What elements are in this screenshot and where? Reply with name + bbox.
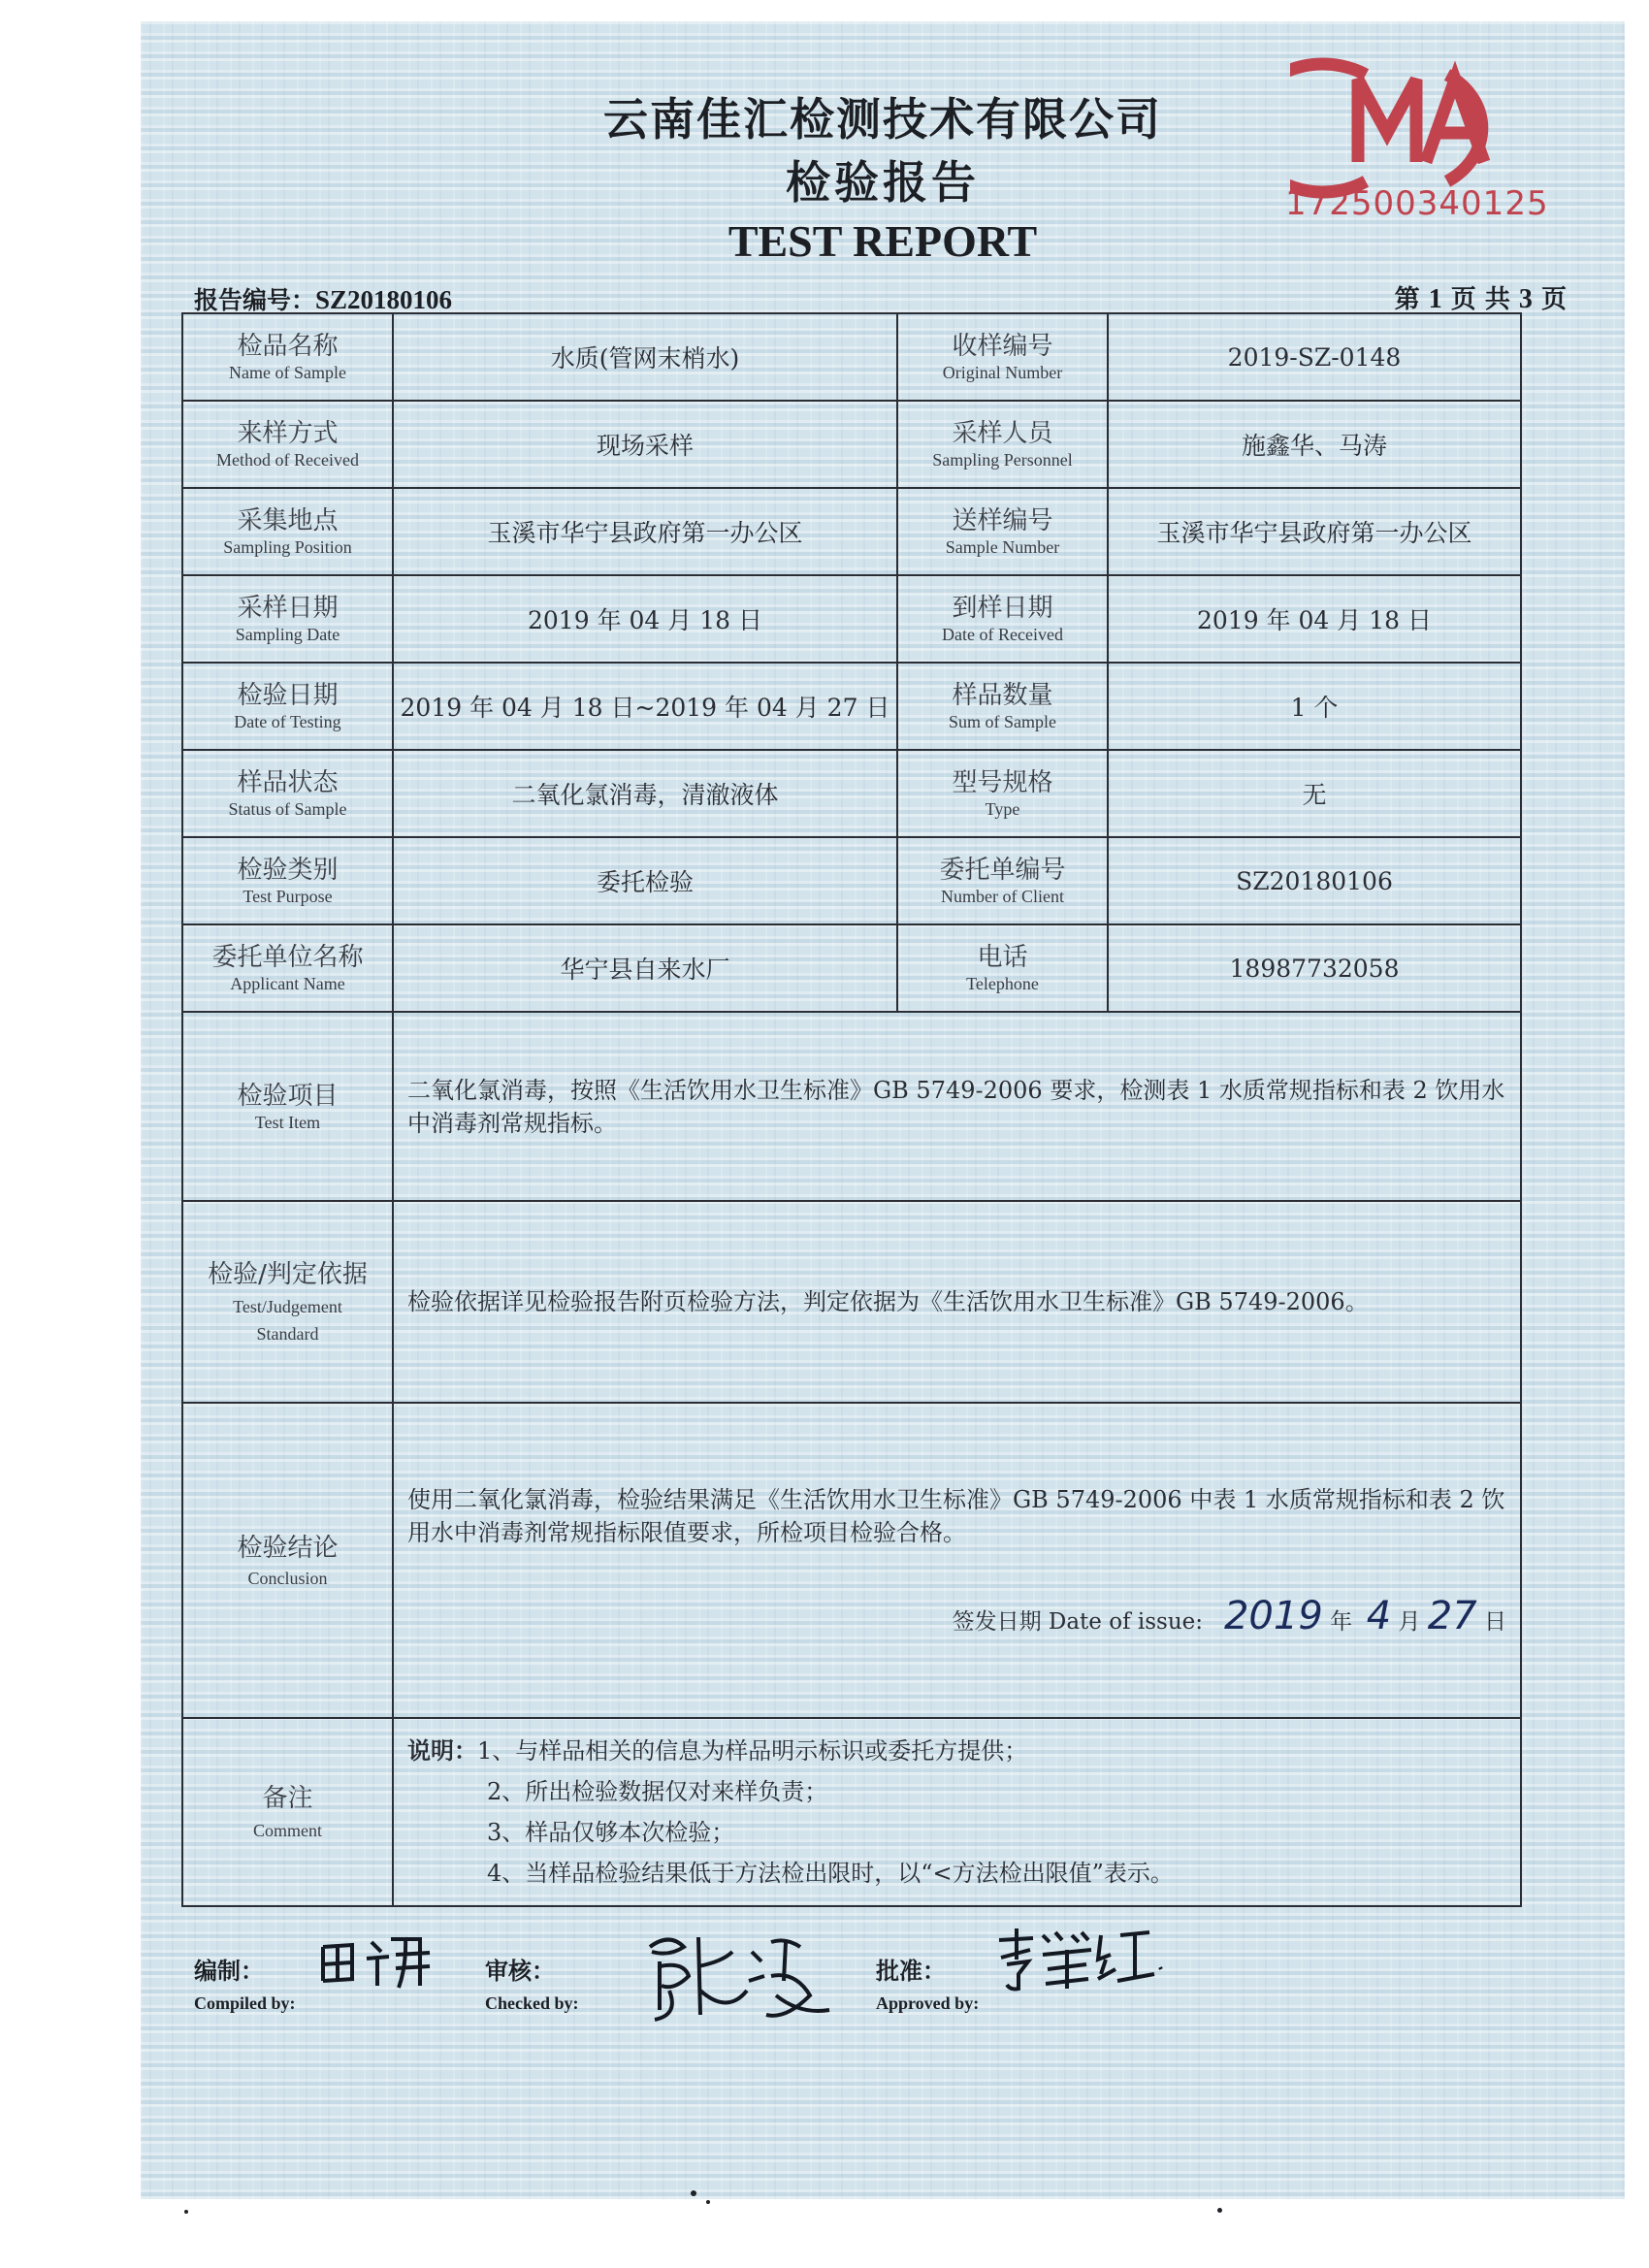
conclusion-row <box>182 1403 1521 1718</box>
cma-number: 172500340125 <box>1285 184 1549 223</box>
speck <box>1217 2208 1222 2213</box>
field-value: 二氧化氯消毒，清澈液体 <box>393 750 897 837</box>
field-value: 华宁县自来水厂 <box>393 924 897 1012</box>
field-label <box>182 837 393 924</box>
field-label-en: Name of Sample <box>229 363 346 382</box>
field-label-en: Status of Sample <box>228 799 347 819</box>
field-label <box>182 750 393 837</box>
report-number-label: 报告编号： <box>194 286 316 314</box>
report-number-value: SZ20180106 <box>315 285 453 314</box>
field-label-cn: 型号规格 <box>952 768 1053 797</box>
field-label-cn: 采样人员 <box>952 419 1053 448</box>
info-row <box>182 313 1521 401</box>
speck <box>184 2210 188 2214</box>
page-prefix: 第 <box>1394 285 1420 314</box>
field-label-en: Method of Received <box>216 450 359 470</box>
page-current: 1 <box>1428 284 1442 314</box>
field-label-cn: 电话 <box>977 943 1028 972</box>
conclusion-label-en: Conclusion <box>247 1568 328 1588</box>
report-title-cn: 检验报告 <box>786 156 980 209</box>
field-label-cn: 样品状态 <box>237 768 339 797</box>
field-value: 2019-SZ-0148 <box>1108 313 1521 401</box>
checked-label-en: Checked by: <box>485 1993 579 2013</box>
field-label <box>897 488 1108 575</box>
report-table <box>181 312 1522 1907</box>
compiled-signature-icon <box>313 1928 449 1995</box>
field-label <box>897 401 1108 488</box>
field-label-en: Date of Received <box>942 625 1063 644</box>
field-label <box>182 663 393 750</box>
field-value: 2019 年 04 月 18 日 <box>393 575 897 663</box>
checked-by <box>485 1952 579 2014</box>
comment-item-3: 3、样品仅够本次检验； <box>487 1819 735 1846</box>
conclusion-label <box>182 1403 393 1718</box>
test-item-label-cn: 检验项目 <box>237 1081 339 1111</box>
info-row <box>182 488 1521 575</box>
company-name: 云南佳汇检测技术有限公司 <box>603 93 1162 146</box>
conclusion-paragraph: 使用二氧化氯消毒，检验结果满足《生活饮用水卫生标准》GB 5749-2006 中表 1 水质常规指标和表 2 饮用水中消毒剂常规指标限值要求，所检项目检验合格。 <box>407 1485 1505 1546</box>
field-label-en: Sum of Sample <box>949 712 1056 731</box>
info-row <box>182 750 1521 837</box>
field-label <box>897 313 1108 401</box>
standard-label-en-2: Standard <box>256 1324 319 1344</box>
standard-text <box>393 1201 1521 1403</box>
field-value: 玉溪市华宁县政府第一办公区 <box>1108 488 1521 575</box>
test-item-label-en: Test Item <box>254 1112 321 1132</box>
field-value: 1 个 <box>1108 663 1521 750</box>
field-label-cn: 委托单位名称 <box>211 943 364 972</box>
comment-item-2: 2、所出检验数据仅对来样负责； <box>487 1778 828 1805</box>
comment-label-cn: 备注 <box>262 1784 313 1813</box>
field-label-cn: 检品名称 <box>237 332 339 361</box>
page-suffix: 页 <box>1540 285 1567 314</box>
page-indicator <box>1395 279 1567 315</box>
field-label-cn: 到样日期 <box>952 594 1053 623</box>
field-label-en: Type <box>985 799 1020 819</box>
compiled-label-en: Compiled by: <box>194 1993 296 2013</box>
compiled-label-cn: 编制： <box>194 1958 264 1985</box>
field-value: 委托检验 <box>393 837 897 924</box>
field-label-cn: 检验日期 <box>237 681 339 710</box>
field-label <box>897 837 1108 924</box>
field-label-en: Applicant Name <box>230 974 345 993</box>
standard-row <box>182 1201 1521 1403</box>
approved-label-cn: 批准： <box>876 1958 946 1985</box>
field-label <box>182 575 393 663</box>
field-label-cn: 来样方式 <box>237 419 339 448</box>
field-value: 现场采样 <box>393 401 897 488</box>
issue-date-label: 签发日期 Date of issue: <box>952 1608 1204 1635</box>
field-label-en: Telephone <box>966 974 1039 993</box>
test-item-paragraph: 二氧化氯消毒，按照《生活饮用水卫生标准》GB 5749-2006 要求，检测表 1 水质常规指标和表 2 饮用水中消毒剂常规指标。 <box>407 1076 1505 1137</box>
standard-label <box>182 1201 393 1403</box>
standard-label-en-1: Test/Judgement <box>233 1297 342 1316</box>
field-value: 2019 年 04 月 18 日 <box>1108 575 1521 663</box>
issue-month-unit: 月 <box>1398 1608 1421 1635</box>
field-value: 玉溪市华宁县政府第一办公区 <box>393 488 897 575</box>
field-label-cn: 收样编号 <box>952 332 1053 361</box>
field-label-cn: 采样日期 <box>237 594 339 623</box>
standard-paragraph: 检验依据详见检验报告附页检验方法，判定依据为《生活饮用水卫生标准》GB 5749-2006。 <box>407 1288 1369 1315</box>
field-label <box>897 663 1108 750</box>
field-label <box>897 924 1108 1012</box>
field-label <box>897 575 1108 663</box>
field-label <box>182 313 393 401</box>
field-label-en: Test Purpose <box>242 887 333 906</box>
comment-label <box>182 1718 393 1906</box>
test-item-label <box>182 1012 393 1201</box>
field-label-en: Sampling Position <box>223 537 352 557</box>
field-label-cn: 委托单编号 <box>939 856 1066 885</box>
comment-item-text: 1、与样品相关的信息为样品明示标识或委托方提供； <box>477 1737 1028 1765</box>
field-label <box>182 924 393 1012</box>
issue-month: 4 <box>1366 1593 1392 1638</box>
report-sheet <box>141 21 1625 2199</box>
test-item-row <box>182 1012 1521 1201</box>
conclusion-text <box>393 1403 1521 1718</box>
field-value: 18987732058 <box>1108 924 1521 1012</box>
approved-by <box>876 1952 979 2014</box>
field-label-en: Original Number <box>942 363 1063 382</box>
issue-date <box>407 1593 1506 1638</box>
checked-signature-icon <box>640 1923 834 2025</box>
approved-signature-icon <box>989 1921 1164 1993</box>
compiled-by <box>194 1952 296 2014</box>
info-row <box>182 401 1521 488</box>
comment-item-4: 4、当样品检验结果低于方法检出限时，以“<方法检出限值”表示。 <box>487 1860 1174 1887</box>
info-row <box>182 837 1521 924</box>
report-number <box>194 281 452 316</box>
page-total: 3 <box>1518 284 1533 314</box>
conclusion-label-cn: 检验结论 <box>237 1533 339 1563</box>
info-row <box>182 924 1521 1012</box>
field-value: 2019 年 04 月 18 日~2019 年 04 月 27 日 <box>393 663 897 750</box>
field-label-en: Number of Client <box>941 887 1064 906</box>
comment-label-en: Comment <box>253 1821 322 1840</box>
speck <box>691 2190 696 2196</box>
field-label-cn: 检验类别 <box>237 856 339 885</box>
field-label-en: Sample Number <box>945 537 1060 557</box>
field-value: 无 <box>1108 750 1521 837</box>
test-item-text <box>393 1012 1521 1201</box>
field-value: SZ20180106 <box>1108 837 1521 924</box>
field-label-cn: 样品数量 <box>952 681 1053 710</box>
field-label-cn: 送样编号 <box>952 506 1053 535</box>
comment-item-1 <box>407 1731 1506 1771</box>
issue-day-unit: 日 <box>1484 1608 1506 1635</box>
field-label-en: Sampling Personnel <box>932 450 1073 470</box>
field-value: 施鑫华、马涛 <box>1108 401 1521 488</box>
issue-day: 27 <box>1427 1593 1477 1638</box>
speck <box>706 2200 710 2204</box>
approved-label-en: Approved by: <box>876 1993 980 2013</box>
field-label <box>897 750 1108 837</box>
comment-lead: 说明： <box>407 1737 477 1765</box>
issue-year-unit: 年 <box>1330 1608 1353 1635</box>
field-label <box>182 488 393 575</box>
comment-row <box>182 1718 1521 1906</box>
page-middle: 页 共 <box>1450 285 1510 314</box>
checked-label-cn: 审核： <box>485 1958 555 1985</box>
field-label-en: Sampling Date <box>235 625 340 644</box>
field-label-cn: 采集地点 <box>237 506 339 535</box>
standard-label-cn: 检验/判定依据 <box>208 1260 368 1289</box>
info-row <box>182 575 1521 663</box>
comment-text <box>393 1718 1521 1906</box>
report-title-en: TEST REPORT <box>728 216 1038 266</box>
info-row <box>182 663 1521 750</box>
field-value: 水质(管网末梢水) <box>393 313 897 401</box>
issue-year: 2019 <box>1223 1593 1323 1638</box>
field-label-en: Date of Testing <box>234 712 341 731</box>
field-label <box>182 401 393 488</box>
